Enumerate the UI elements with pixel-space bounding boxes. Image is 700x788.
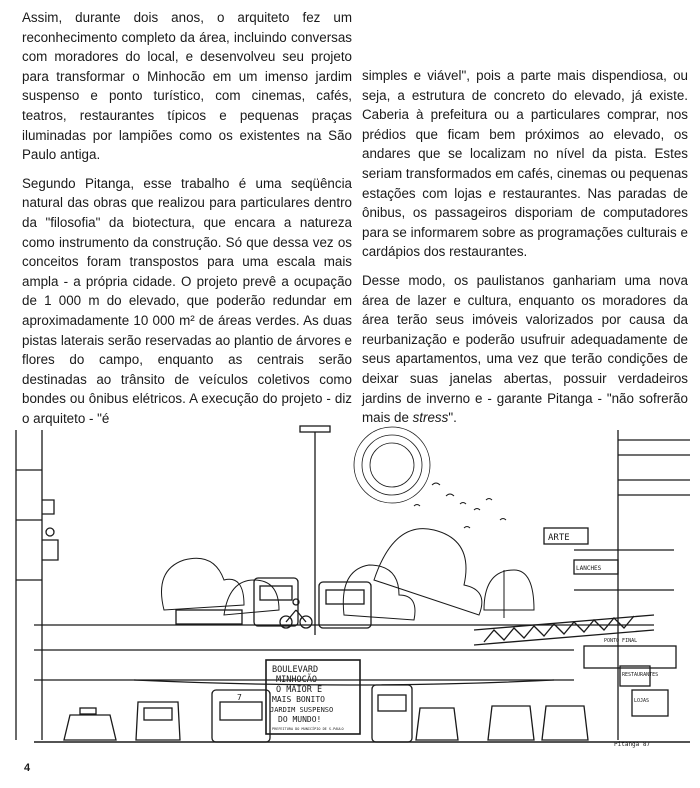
svg-text:O MAIOR E: O MAIOR E [276,685,323,695]
paragraph: Segundo Pitanga, esse trabalho é uma seqüência natural das obras que realizou para particulares dentro da "filosofia" da biotectura, que encara a natureza como instrumento da construção. Só que dessa vez os conceitos foram transpostos para uma escala mais ampla - a própria cidade. O projeto prevê a ocupação de 1 000 m do elevado, que poderão redundar em aproximadamente 10 000 m² de áreas verdes. As duas pistas laterais serão reservadas ao plantio de árvores e flores do campo, enquanto as centrais serão destinadas ao trânsito de veículos coletivos como bondes ou ônibus elétricos. A execução do projeto - diz o arquiteto - "é [22,175,352,426]
trees [162,529,535,620]
shop-sign-restaurantes: RESTAURANTES [622,672,659,678]
shop-sign-arte: ARTE [548,533,570,543]
boulevard-minhocao-illustration [14,410,690,750]
birds [414,483,506,528]
svg-text:PREFEITURA DO MUNICÍPIO DE S.P: PREFEITURA DO MUNICÍPIO DE S.PAULO [272,727,344,731]
svg-text:DO MUNDO!: DO MUNDO! [278,715,322,724]
boulevard-sign [266,660,360,734]
shop-sign-lanches: LANCHES [576,565,602,572]
svg-text:JARDIM SUSPENSO: JARDIM SUSPENSO [270,706,334,714]
svg-text:MAIS BONITO: MAIS BONITO [272,695,325,704]
right-text-column [362,66,688,437]
bus-number: 7 [237,693,242,702]
paragraph: simples e viável", pois a parte mais dispendiosa, ou seja, a estrutura de concreto do elevado, já existe. Caberia à prefeitura ou a particulares comprar, nos prédios que ficam bem próximos ao elevado, os andares que se localizam no nível da pista. Estes seriam transformados em cafés, cinemas ou pequenas estações com lojas e restaurantes. Nas paradas de ônibus, os passageiros disporiam de computadores para se informarem sobre as programações culturais e cardápios dos restaurantes. [362,68,688,260]
shop-sign-lojas: LOJAS [634,698,650,704]
paragraph: Assim, durante dois anos, o arquiteto fez um reconhecimento completo da área, incluindo conversas com moradores do local, e desenvolveu seu projeto para transformar o Minhocão em um imenso jardim suspenso e ponto turístico, com cinemas, cafés, teatros, restaurantes típicos e pequenas praças iluminadas por lampiões como os existentes na São Paulo antiga. [22,10,352,163]
shop-sign-ponto: PONTO FINAL [604,638,638,644]
cyclist [280,599,312,628]
artist-signature: Pitanga 87 [614,741,651,748]
right-building [544,430,690,740]
left-text-column [22,8,352,437]
svg-text:BOULEVARD: BOULEVARD [272,665,319,675]
left-building [16,430,58,740]
paragraph: Desse modo, os paulistanos ganhariam uma nova área de lazer e cultura, enquanto os moradores da área terão seus imóveis valorizados por causa da reurbanização e poderão usufruir adequadamente de seus apartamentos, uma vez que terão condições de deixar suas janelas abertas, possuir verdadeiros jardins de inverno e - garante Pitanga - "não sofrerão mais de stress". [362,272,688,426]
elevated-deck [34,610,654,685]
buses-on-deck [254,578,371,628]
page-number: 4 [24,762,31,774]
emphasis: stress [412,410,449,426]
sun-sketch [354,427,430,503]
svg-text:MINHOCÃO: MINHOCÃO [276,675,317,685]
